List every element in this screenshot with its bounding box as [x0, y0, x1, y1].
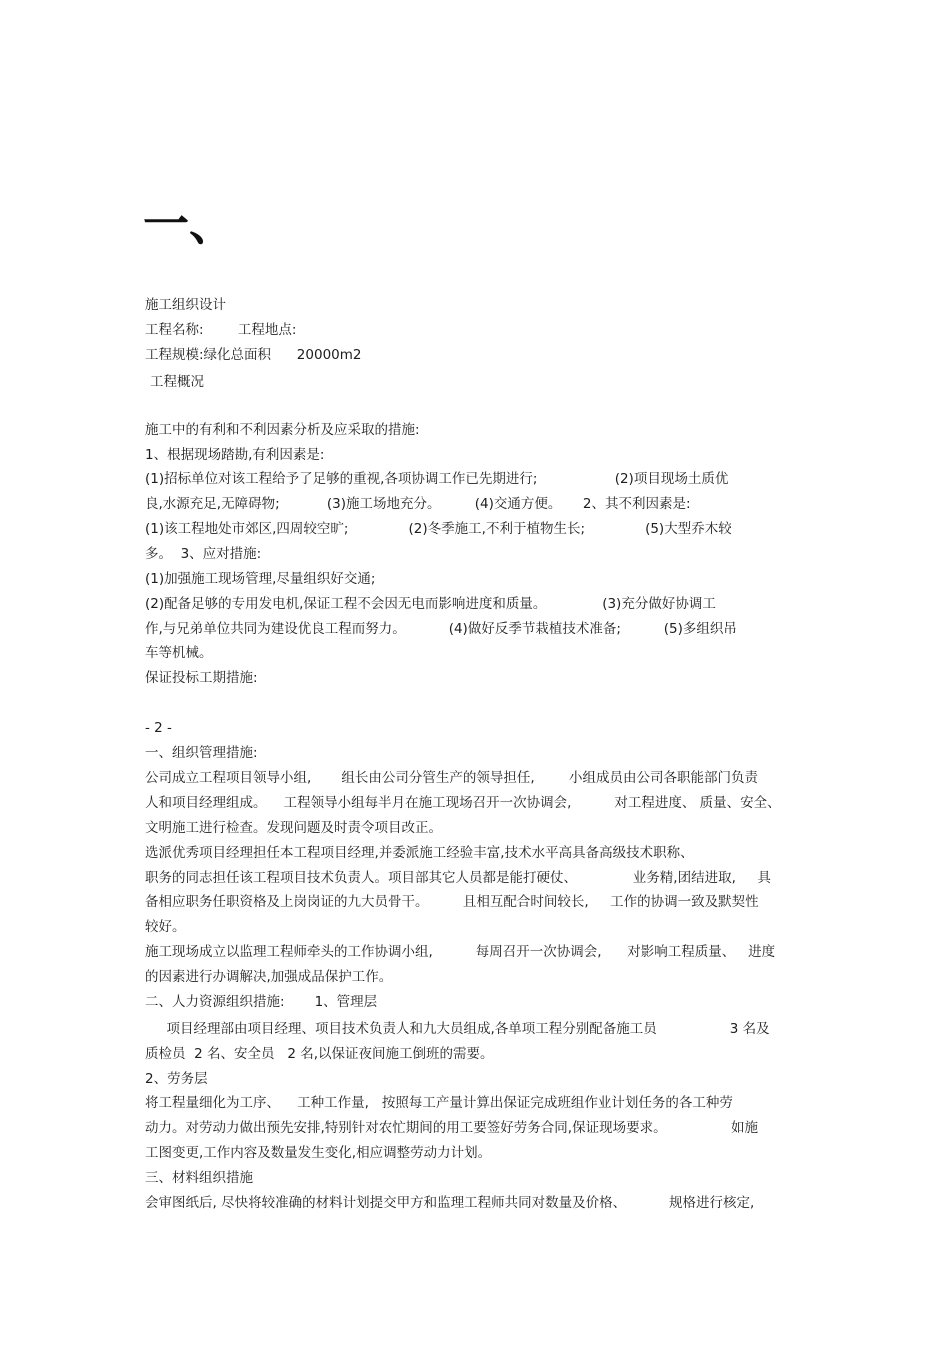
text-line: 公司成立工程项目领导小组, 组长由公司分管生产的领导担任, 小组成员由公司各职能部门负责 — [145, 770, 758, 786]
text-line: (1)招标单位对该工程给予了足够的重视,各项协调工作已先期进行; (2)项目现场土质优 — [145, 471, 729, 487]
text-line: 2、劳务层 — [145, 1071, 208, 1087]
text-line: 会审图纸后, 尽快将较准确的材料计划提交甲方和监理工程师共同对数量及价格、 规格进行核定, — [145, 1195, 755, 1211]
text-line: 工图变更,工作内容及数量发生变化,相应调整劳动力计划。 — [145, 1145, 492, 1161]
text-line: - 2 - — [145, 720, 172, 736]
text-line: 将工程量细化为工序、 工种工作量, 按照每工产量计算出保证完成班组作业计划任务的各工种劳 — [145, 1095, 733, 1111]
text-line: 二、人力资源组织措施: 1、管理层 — [145, 994, 378, 1010]
text-line: 的因素进行办调解决,加强成品保护工作。 — [145, 969, 393, 985]
text-line: 作,与兄弟单位共同为建设优良工程而努力。 (4)做好反季节栽植技术准备; (5)多组织吊 — [145, 621, 737, 637]
text-line: 人和项目经理组成。 工程领导小组每半月在施工现场召开一次协调会, 对工程进度、 质量、安全、 — [145, 795, 781, 811]
text-line: 动力。对劳动力做出预先安排,特别针对农忙期间的用工要签好劳务合同,保证现场要求。 如施 — [145, 1120, 758, 1136]
text-line: 保证投标工期措施: — [145, 670, 258, 686]
text-line: 良,水源充足,无障碍物; (3)施工场地充分。 (4)交通方便。 2、其不利因素是: — [145, 496, 691, 512]
text-line: 项目经理部由项目经理、项目技术负责人和九大员组成,各单项工程分别配备施工员 3 名及 — [145, 1021, 770, 1037]
text-line: 车等机械。 — [145, 645, 213, 661]
text-line: 质检员 2 名、安全员 2 名,以保证夜间施工倒班的需要。 — [145, 1046, 494, 1062]
text-line: 多。 3、应对措施: — [145, 546, 262, 562]
text-line: 施工组织设计 — [145, 297, 226, 313]
text-line: 选派优秀项目经理担任本工程项目经理,并委派施工经验丰富,技术水平高具备高级技术职称、 — [145, 845, 694, 861]
text-line: 工程概况 — [150, 374, 204, 390]
text-line: 三、材料组织措施 — [145, 1170, 253, 1186]
text-line: 职务的同志担任该工程项目技术负责人。项目部其它人员都是能打硬仗、 业务精,团结进取, 具 — [145, 870, 771, 886]
text-line: 备相应职务任职资格及上岗岗证的九大员骨干。 且相互配合时间较长, 工作的协调一致及默契性 — [145, 894, 759, 910]
text-line: 1、根据现场踏勘,有利因素是: — [145, 447, 325, 463]
text-line: 施工现场成立以监理工程师牵头的工作协调小组, 每周召开一次协调会, 对影响工程质量、 进度 — [145, 944, 776, 960]
text-line: 较好。 — [145, 919, 186, 935]
text-line: 文明施工进行检查。发现问题及时责令项目改正。 — [145, 820, 442, 836]
text-line: 一、组织管理措施: — [145, 745, 258, 761]
text-line: (2)配备足够的专用发电机,保证工程不会因无电而影响进度和质量。 (3)充分做好协调工 — [145, 596, 716, 612]
text-line: (1)该工程地处市郊区,四周较空旷; (2)冬季施工,不利于植物生长; (5)大型乔木较 — [145, 521, 732, 537]
text-line: 施工中的有利和不利因素分析及应采取的措施: — [145, 422, 420, 438]
text-line: 工程名称: 工程地点: — [145, 322, 297, 338]
section-heading: 一、 — [143, 197, 235, 251]
text-line: 工程规模:绿化总面积 20000m2 — [145, 347, 362, 363]
text-line: (1)加强施工现场管理,尽量组织好交通; — [145, 571, 376, 587]
